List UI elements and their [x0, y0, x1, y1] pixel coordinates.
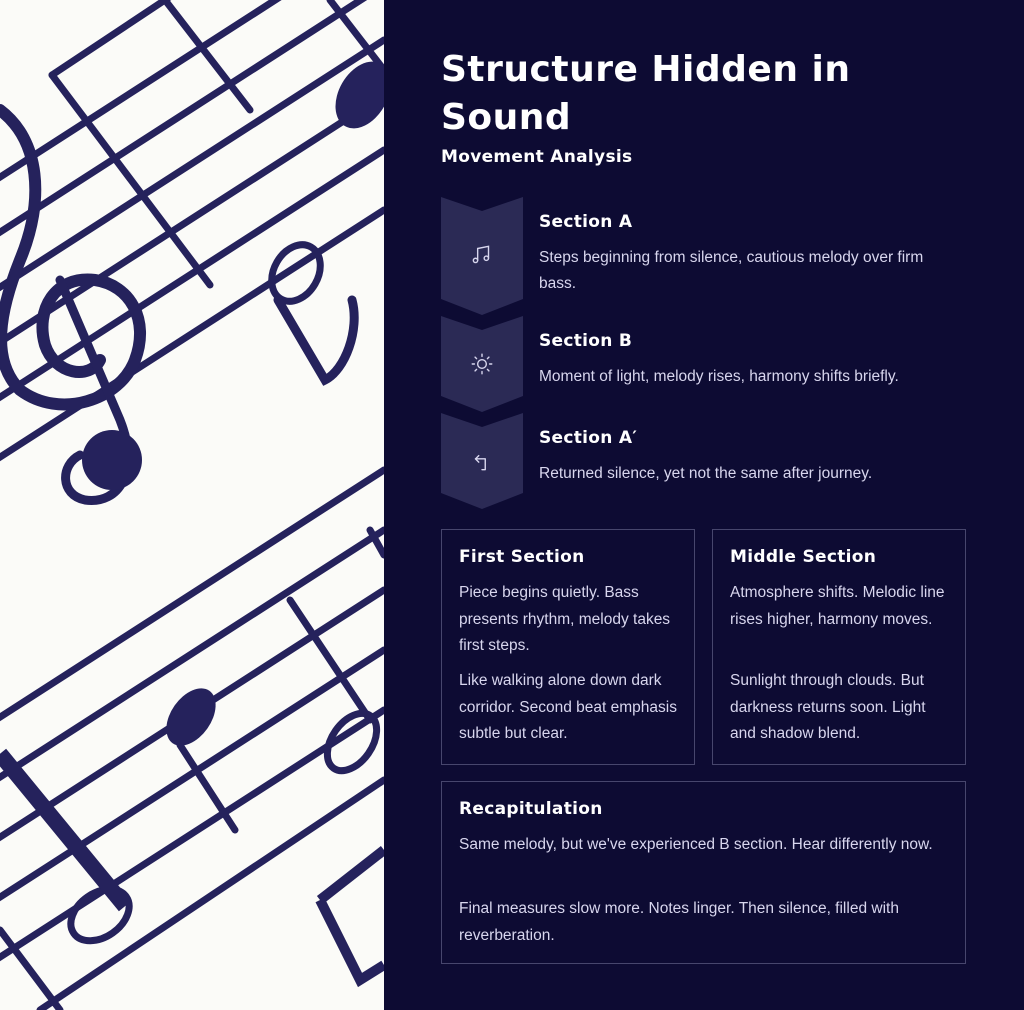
section-a-prime-chevron	[441, 413, 523, 509]
section-a-prime-title: Section A′	[539, 428, 638, 448]
first-section-title: First Section	[459, 547, 585, 567]
section-a-chevron	[441, 197, 523, 315]
section-b-description: Moment of light, melody rises, harmony shifts briefly.	[539, 368, 899, 385]
section-b-step	[441, 316, 941, 412]
sun-icon	[469, 351, 495, 377]
page-title: Structure Hidden in Sound	[441, 49, 851, 138]
first-section-card	[441, 529, 695, 765]
first-section-paragraph: Piece begins quietly. Bass presents rhythm, melody takes first steps.	[459, 584, 671, 654]
section-a-prime-step	[441, 413, 941, 509]
recapitulation-paragraph: Same melody, but we've experienced B section. Hear differently now.	[459, 836, 933, 853]
section-a-title: Section A	[539, 212, 633, 232]
section-a-description: Steps beginning from silence, cautious melody over firm bass.	[539, 249, 924, 292]
middle-section-card	[712, 529, 966, 765]
recapitulation-paragraph: Final measures slow more. Notes linger. Then silence, filled with reverberation.	[459, 900, 899, 944]
middle-section-paragraph: Sunlight through clouds. But darkness returns soon. Light and shadow blend.	[730, 672, 926, 742]
recapitulation-title: Recapitulation	[459, 799, 603, 819]
return-arrow-icon	[469, 448, 495, 474]
section-b-title: Section B	[539, 331, 633, 351]
music-note-icon	[469, 242, 495, 268]
section-a-prime-description: Returned silence, yet not the same after journey.	[539, 465, 873, 482]
middle-section-paragraph: Atmosphere shifts. Melodic line rises higher, harmony moves.	[730, 584, 945, 628]
recapitulation-card	[441, 781, 966, 964]
sheet-music-illustration	[0, 0, 384, 1010]
section-b-chevron	[441, 316, 523, 412]
page-subtitle: Movement Analysis	[441, 147, 633, 167]
section-a-step	[441, 197, 941, 315]
first-section-paragraph: Like walking alone down dark corridor. Second beat emphasis subtle but clear.	[459, 672, 677, 742]
sheet-music-drawing	[0, 0, 384, 1010]
middle-section-title: Middle Section	[730, 547, 877, 567]
analysis-panel	[384, 0, 1024, 1010]
